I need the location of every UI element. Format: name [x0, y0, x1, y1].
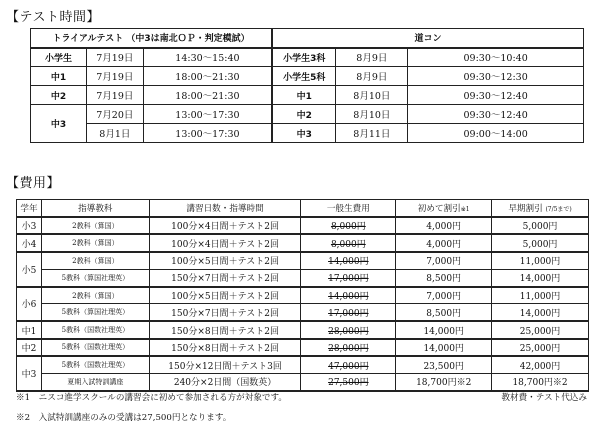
- general-fee-cell: 28,000円: [301, 339, 396, 356]
- table-row: [17, 234, 589, 251]
- grade-cell: 小学生3科: [272, 48, 336, 67]
- subject-cell: 5教科（国数社理英）: [41, 321, 149, 338]
- first-fee-cell: 4,000円: [396, 234, 492, 251]
- early-fee-cell: 14,000円: [492, 269, 589, 286]
- time-cell: 18:00～21:30: [143, 67, 272, 86]
- grade-cell: 小6: [17, 287, 42, 322]
- first-fee-cell: 23,500円: [396, 356, 492, 373]
- early-fee-cell: 14,000円: [492, 304, 589, 321]
- days-cell: 100分×5日間＋テスト2回: [149, 287, 301, 304]
- grade-cell: 中1: [272, 86, 336, 105]
- days-cell: 150分×12日間＋テスト3回: [149, 356, 301, 373]
- first-fee-cell: 7,000円: [396, 252, 492, 269]
- table-row: [31, 67, 584, 86]
- table-row: [17, 339, 589, 356]
- footnote-materials: 教材費・テスト代込み: [501, 393, 587, 403]
- days-cell: 150分×8日間＋テスト2回: [149, 321, 301, 338]
- first-fee-cell: 18,700円※2: [396, 374, 492, 391]
- subject-cell: 5教科（算国社理英）: [41, 304, 149, 321]
- early-fee-cell: 42,000円: [492, 356, 589, 373]
- subject-cell: 5教科（国数社理英）: [41, 356, 149, 373]
- grade-cell: 小3: [17, 217, 42, 234]
- general-fee-cell: 17,000円: [301, 304, 396, 321]
- grade-cell: 中1: [17, 321, 42, 338]
- subject-cell: 2教科（算国）: [41, 287, 149, 304]
- time-cell: 18:00～21:30: [143, 86, 272, 105]
- general-fee-cell: 14,000円: [301, 252, 396, 269]
- grade-cell: 中3: [31, 105, 87, 143]
- subject-cell: 2教科（算国）: [41, 234, 149, 251]
- days-cell: 100分×5日間＋テスト2回: [149, 252, 301, 269]
- header-grade: 学年: [17, 200, 42, 218]
- header-early-note: (7/5まで): [545, 206, 572, 213]
- days-cell: 100分×4日間＋テスト2回: [149, 234, 301, 251]
- general-fee-cell: 27,500円: [301, 374, 396, 391]
- grade-cell: 中2: [272, 105, 336, 124]
- grade-cell: 中2: [17, 339, 42, 356]
- general-fee-cell: 14,000円: [301, 287, 396, 304]
- early-fee-cell: 18,700円※2: [492, 374, 589, 391]
- general-fee-cell: 28,000円: [301, 321, 396, 338]
- table-row: [17, 252, 589, 269]
- time-cell: 09:30～10:40: [408, 48, 584, 67]
- first-fee-cell: 4,000円: [396, 217, 492, 234]
- date-cell: 7月19日: [86, 67, 143, 86]
- subject-cell: 夏期入試特訓講座: [41, 374, 149, 391]
- grade-cell: 小学生5科: [272, 67, 336, 86]
- subject-cell: 5教科（算国社理英）: [41, 269, 149, 286]
- header-first-label: 初めて割引: [417, 204, 461, 214]
- date-cell: 8月10日: [336, 105, 408, 124]
- header-first: [396, 200, 492, 218]
- table-row: [31, 86, 584, 105]
- time-cell: 13:00～17:30: [143, 124, 272, 143]
- time-cell: 09:30～12:40: [408, 105, 584, 124]
- footnote-1: ※1 ニスコ進学スクールの講習会に初めて参加される方が対象です。: [16, 393, 288, 403]
- header-days: 講習日数・指導時間: [149, 200, 301, 218]
- general-fee-cell: 8,000円: [301, 217, 396, 234]
- first-fee-cell: 14,000円: [396, 339, 492, 356]
- fee-title: 【費用】: [6, 176, 61, 191]
- general-fee-cell: 47,000円: [301, 356, 396, 373]
- grade-cell: 中3: [272, 124, 336, 143]
- date-cell: 8月1日: [86, 124, 143, 143]
- date-cell: 8月9日: [336, 67, 408, 86]
- time-cell: 09:00～14:00: [408, 124, 584, 143]
- early-fee-cell: 11,000円: [492, 287, 589, 304]
- test-time-title: 【テスト時間】: [6, 10, 100, 25]
- grade-cell: 小5: [17, 252, 42, 287]
- general-fee-cell: 17,000円: [301, 269, 396, 286]
- time-cell: 09:30～12:40: [408, 86, 584, 105]
- general-fee-cell: 8,000円: [301, 234, 396, 251]
- table-row: [17, 269, 589, 286]
- table-row: [31, 105, 584, 124]
- days-cell: 150分×7日間＋テスト2回: [149, 269, 301, 286]
- days-cell: 150分×7日間＋テスト2回: [149, 304, 301, 321]
- days-cell: 240分×2日間（国数英）: [149, 374, 301, 391]
- trial-test-header: トライアルテスト （中3は南北ＯＰ・判定模試）: [31, 29, 273, 48]
- table-row: [31, 48, 584, 67]
- table-row: [31, 124, 584, 143]
- table-row: [17, 321, 589, 338]
- early-fee-cell: 5,000円: [492, 234, 589, 251]
- header-general: 一般生費用: [301, 200, 396, 218]
- footnote-2: ※2 入試特訓講座のみの受講は27,500円となります。: [16, 413, 232, 423]
- grade-cell: 中3: [17, 356, 42, 391]
- header-early-label: 早期割引: [508, 204, 543, 214]
- first-fee-cell: 7,000円: [396, 287, 492, 304]
- early-fee-cell: 25,000円: [492, 321, 589, 338]
- subject-cell: 2教科（算国）: [41, 252, 149, 269]
- time-cell: 13:00～17:30: [143, 105, 272, 124]
- header-early: [492, 200, 589, 218]
- early-fee-cell: 25,000円: [492, 339, 589, 356]
- time-cell: 09:30～12:30: [408, 67, 584, 86]
- table-row: [17, 304, 589, 321]
- test-schedule-table: [30, 28, 584, 143]
- subject-cell: 5教科（国数社理英）: [41, 339, 149, 356]
- date-cell: 8月9日: [336, 48, 408, 67]
- grade-cell: 小学生: [31, 48, 87, 67]
- days-cell: 100分×4日間＋テスト2回: [149, 217, 301, 234]
- table-row: [17, 356, 589, 373]
- table-row: [17, 287, 589, 304]
- time-cell: 14:30～15:40: [143, 48, 272, 67]
- first-fee-cell: 8,500円: [396, 269, 492, 286]
- early-fee-cell: 11,000円: [492, 252, 589, 269]
- table-row: [17, 217, 589, 234]
- table-row: [17, 374, 589, 391]
- grade-cell: 中2: [31, 86, 87, 105]
- date-cell: 8月10日: [336, 86, 408, 105]
- date-cell: 7月19日: [86, 86, 143, 105]
- early-fee-cell: 5,000円: [492, 217, 589, 234]
- header-first-mark: ※1: [460, 206, 470, 213]
- header-subjects: 指導教科: [41, 200, 149, 218]
- grade-cell: 小4: [17, 234, 42, 251]
- date-cell: 7月19日: [86, 48, 143, 67]
- fee-table: [16, 199, 589, 392]
- docon-header: 道コン: [272, 29, 583, 48]
- days-cell: 150分×8日間＋テスト2回: [149, 339, 301, 356]
- first-fee-cell: 8,500円: [396, 304, 492, 321]
- subject-cell: 2教科（算国）: [41, 217, 149, 234]
- first-fee-cell: 14,000円: [396, 321, 492, 338]
- date-cell: 8月11日: [336, 124, 408, 143]
- grade-cell: 中1: [31, 67, 87, 86]
- date-cell: 7月20日: [86, 105, 143, 124]
